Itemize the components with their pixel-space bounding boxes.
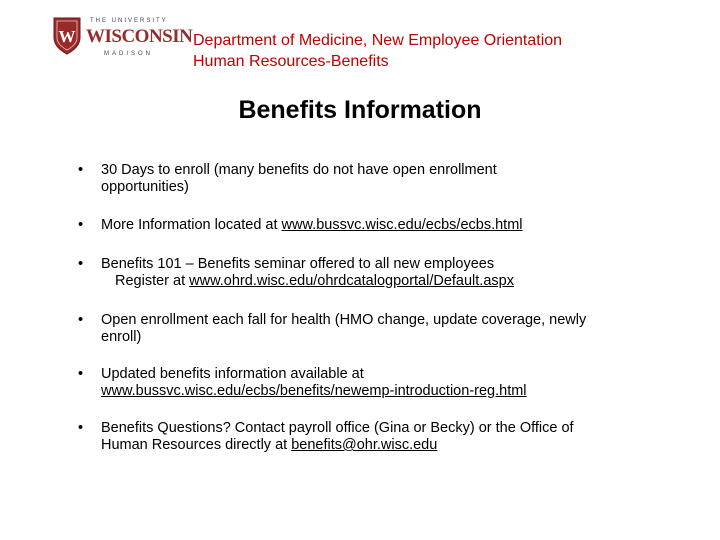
header-line-1: Department of Medicine, New Employee Orientation	[193, 32, 563, 49]
page-header	[193, 30, 562, 72]
benefits-email-link[interactable]: benefits@ohr.wisc.edu	[291, 437, 438, 453]
list-item-text: Open enrollment each fall for health (HMO change, update coverage, newly	[101, 312, 587, 328]
list-item-text: Human Resources directly at	[101, 437, 292, 453]
uw-madison-logo	[52, 14, 193, 64]
bullet-icon: •	[78, 366, 84, 382]
bullet-icon: •	[78, 312, 84, 328]
ecbs-link[interactable]: www.bussvc.wisc.edu/ecbs/ecbs.html	[281, 217, 523, 233]
uw-crest-icon	[52, 16, 82, 56]
header-line-2: Human Resources-Benefits	[193, 53, 389, 70]
crest-letter: W	[58, 27, 76, 46]
logo-madison-text: MADISON	[104, 51, 154, 57]
bullet-icon: •	[78, 420, 84, 436]
list-item-text: More Information located at	[101, 217, 282, 233]
ohrd-catalog-link[interactable]: www.ohrd.wisc.edu/ohrdcatalogportal/Default.aspx	[189, 273, 514, 289]
list-item-text: opportunities)	[101, 179, 189, 195]
bullet-icon: •	[78, 162, 84, 178]
bullet-icon: •	[78, 217, 84, 233]
logo-wordmark: WISCONSIN	[86, 26, 193, 47]
list-item-text: 30 Days to enroll (many benefits do not have open enrollment	[101, 162, 497, 178]
logo-university-text: THE UNIVERSITY	[90, 18, 168, 24]
list-item-text: Updated benefits information available at	[101, 366, 364, 382]
list-item-text: Register at	[115, 273, 190, 289]
list-item-text: Benefits Questions? Contact payroll office (Gina or Becky) or the Office of	[101, 420, 574, 436]
page-title: Benefits Information	[238, 96, 482, 124]
list-item-text: enroll)	[101, 329, 142, 345]
newemp-benefits-link[interactable]: www.bussvc.wisc.edu/ecbs/benefits/newemp-introduction-reg.html	[101, 383, 527, 399]
bullet-icon: •	[78, 256, 84, 272]
list-item-text: Benefits 101 – Benefits seminar offered to all new employees	[101, 256, 495, 272]
